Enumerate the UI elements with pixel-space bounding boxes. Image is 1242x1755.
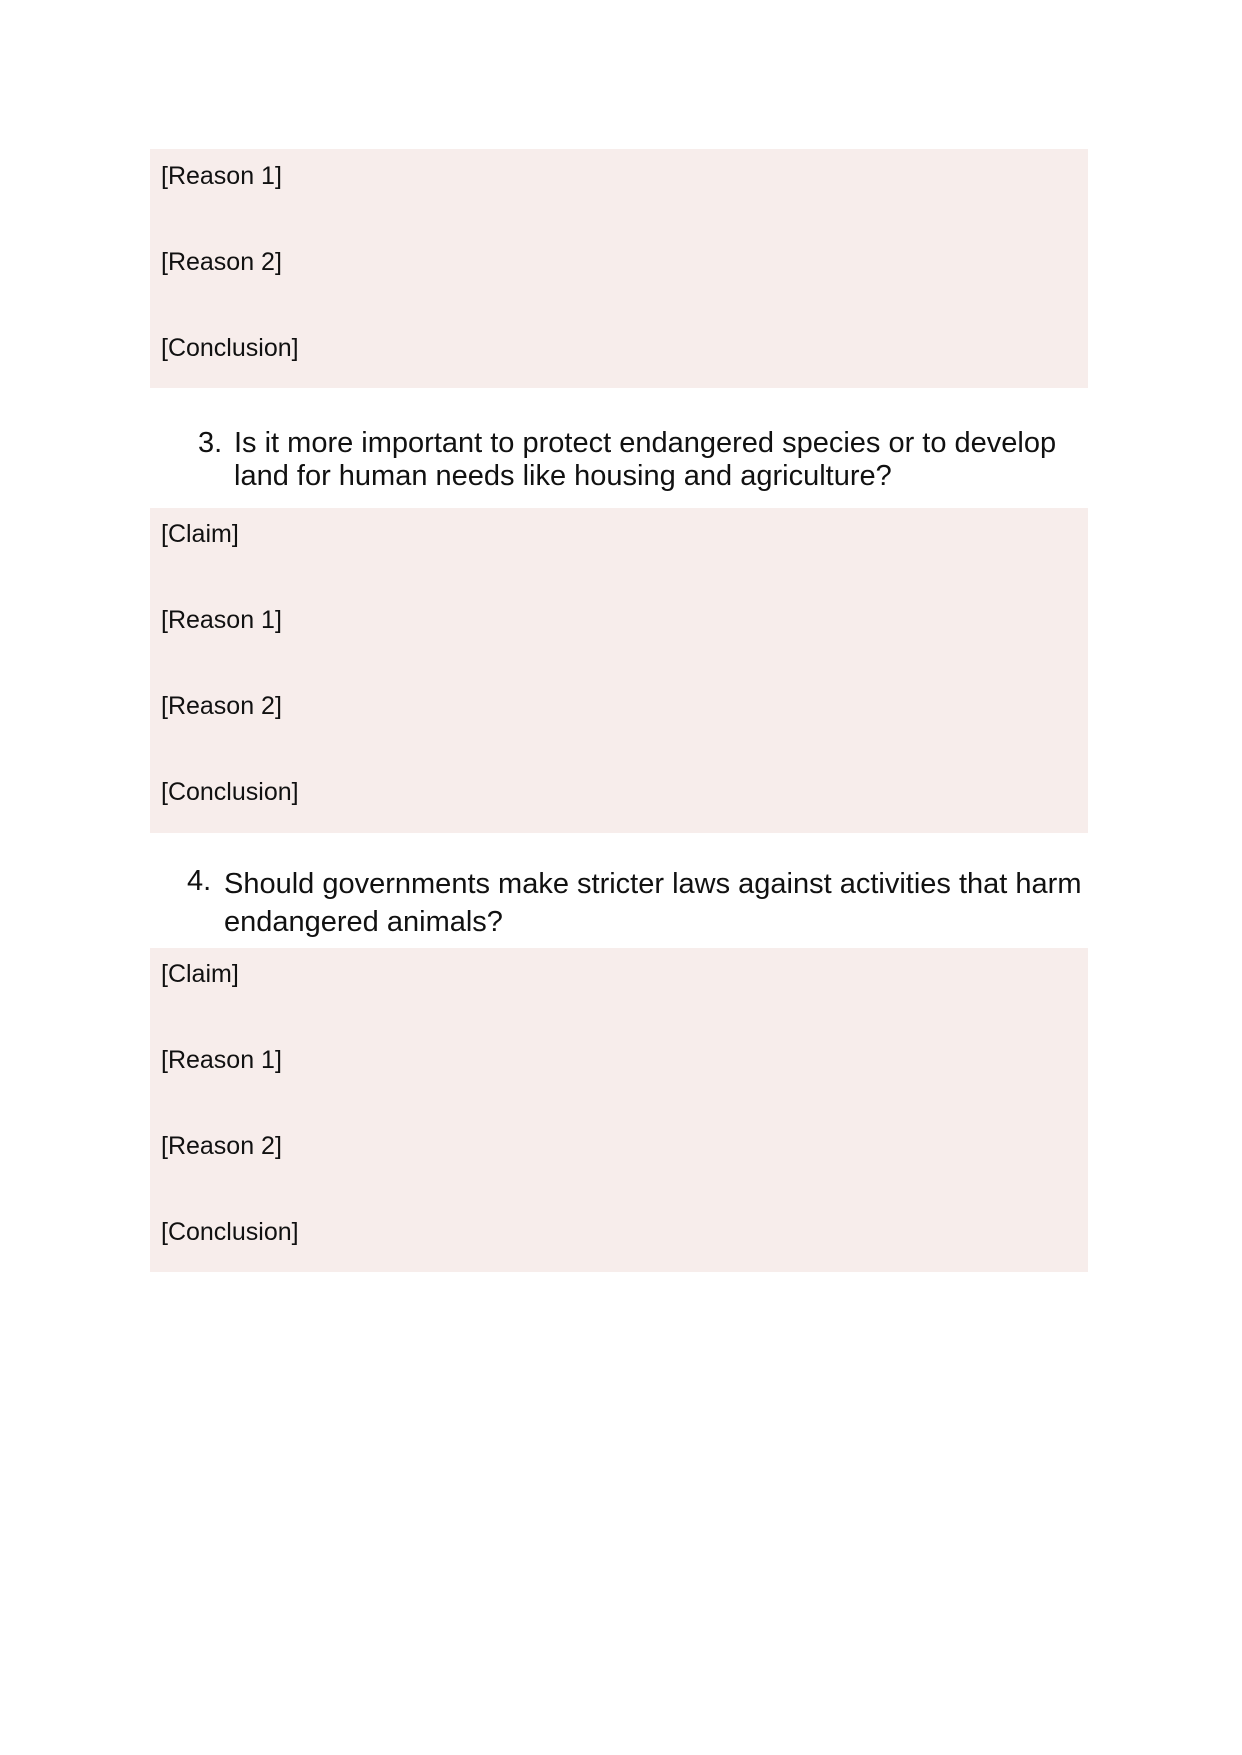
question-text-line-1: Should governments make stricter laws against activities that harm: [224, 868, 1082, 900]
answer-conclusion[interactable]: [Conclusion]: [161, 778, 299, 806]
answer-reason-1[interactable]: [Reason 1]: [161, 162, 282, 190]
question-text-line-2: land for human needs like housing and agriculture?: [234, 460, 892, 492]
answer-reason-1[interactable]: [Reason 1]: [161, 1046, 282, 1074]
answer-conclusion[interactable]: [Conclusion]: [161, 1218, 299, 1246]
answer-reason-2[interactable]: [Reason 2]: [161, 1132, 282, 1160]
answer-box-q4[interactable]: [150, 948, 1088, 1272]
question-number: 3.: [198, 427, 223, 459]
answer-conclusion[interactable]: [Conclusion]: [161, 334, 299, 362]
answer-reason-2[interactable]: [Reason 2]: [161, 248, 282, 276]
answer-claim[interactable]: [Claim]: [161, 960, 239, 988]
answer-box-q3[interactable]: [150, 508, 1088, 833]
answer-reason-2[interactable]: [Reason 2]: [161, 692, 282, 720]
question-text-line-2: endangered animals?: [224, 906, 503, 938]
answer-reason-1[interactable]: [Reason 1]: [161, 606, 282, 634]
question-text-line-1: Is it more important to protect endangered species or to develop: [234, 427, 1057, 459]
answer-claim[interactable]: [Claim]: [161, 520, 239, 548]
question-number: 4.: [187, 865, 212, 897]
answer-box-q2[interactable]: [150, 149, 1088, 388]
